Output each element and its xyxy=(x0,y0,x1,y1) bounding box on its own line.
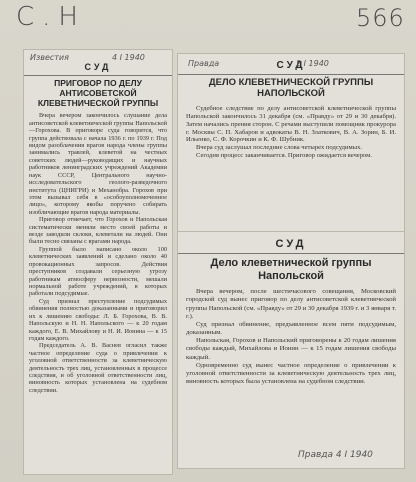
article-body xyxy=(178,288,404,386)
article-paragraph: Вчера суд заслушал последние слова четырех подсудимых. xyxy=(196,144,363,152)
handwritten-source-note: Известия xyxy=(30,53,69,62)
article-paragraph: Суд признал обвинение, предъявленное всем пяти подсудимым, доказанным. xyxy=(186,320,396,337)
handwritten-date-note: 4 I 1940 xyxy=(112,53,145,62)
article-paragraph: Одновременно суд вынес частное определение о привлечении к уголовной ответственности за клеветническую деятельность трех лиц, виновность которых была установлена на судебном следствии. xyxy=(186,361,396,386)
rubric-heading: СУД xyxy=(84,62,112,72)
divider xyxy=(178,253,404,254)
article-headline: ПРИГОВОР ПО ДЕЛУ АНТИСОВЕТСКОЙ КЛЕВЕТНИЧЕСКОЙ ГРУППЫ xyxy=(37,78,159,108)
handwritten-date-note: 2 I 1940 xyxy=(296,59,329,68)
clipping-right-top xyxy=(178,54,404,252)
article-body xyxy=(178,105,404,160)
rubric-heading: СУД xyxy=(275,238,307,250)
article-body xyxy=(24,112,172,394)
rubric-heading: СУД xyxy=(276,60,306,71)
article-paragraph: Приговор отмечает, что Горохов и Напольская систематически меняли место своей работы и везде заводили склоки, клеветали на людей. Они были тесно связаны с врагами народа. xyxy=(29,216,167,246)
article-headline: ДЕЛО КЛЕВЕТНИЧЕСКОЙ ГРУППЫ НАПОЛЬСКОЙ xyxy=(208,77,374,99)
clipping-right-bottom xyxy=(178,232,404,468)
article-paragraph: Сегодня процесс заканчивается. Приговор ожидается вечером. xyxy=(196,152,372,160)
article-headline: Дело клеветнической группы Напольской xyxy=(210,257,372,282)
article-paragraph: Вчера вечером закончилось слушание дела антисоветской клеветнической группы Напольской—Горохова. В приговоре суда говорится, что группа действовала с начала 1936 г. по 1939 г. Под видом разоблачения врагов народа члены группы занимались травлей, клеветой на честных советских людей—руководящих и научных работников ленинградских учреждений Академии наук СССР, Центрального научно-исследовательского геолого-разведочного института (ЦНИГРИ) и Механобра. Горохов при этом вызывал себя в «особоуполномоченное лицо», которому якобы поручено собирать изобличающие врагов народа материалы. xyxy=(29,112,167,216)
article-paragraph: Группой было написано около 100 клеветнических заявлений и сделано около 40 провокационных запросов. Действия преступников создавали серьезную угрозу работникам атмосферу нервозности, мешали нормальной работе учреждений, в которых работали подсудимые. xyxy=(29,245,167,298)
clipping-left xyxy=(24,50,172,474)
divider xyxy=(178,74,404,75)
article-paragraph: Судебное следствие по делу антисоветской клеветнической группы Напольской закончилось 31 декабря (см. «Правду» от 29 и 30 декабря). Затем начались прения сторон. С речами выступили помощник прокурора г. Москвы С. П. Хабаров и адвокаты В. Н. Златкович, В. А. Зорин, Б. И. Ильенко, С. Ф. Корочкин и К. Ф. Шубник. xyxy=(186,104,396,144)
article-paragraph: Председатель А. В. Васнев огласил также частное определение суда о привлечении к уголовной ответственности за клеветническую деятельность трех лиц, установленных в процессе следствия, и об уголовной ответственности лиц, виновность которых установлена на судебном следствии. xyxy=(29,342,167,394)
article-paragraph: Суд признал преступление подсудимых обвинения полностью доказанными и приговорил их к лишению свободы: Л. Б. Горохова, В. В. Напольскую и Н. Н. Напольского — к 20 годам каждого, Е. В. Михайлову и Н. И. Ионина — к 15 годам каждого. xyxy=(29,297,167,342)
divider xyxy=(24,75,172,76)
article-paragraph: Напольская, Горохов и Напольский приговорены к 20 годам лишения свободы каждый, Михайлова и Ионин — к 15 годам лишения свободы каждый. xyxy=(186,337,396,361)
handwritten-mark: С.Н xyxy=(16,2,86,32)
handwritten-signature-note: Правда 4 I 1940 xyxy=(298,450,373,460)
article-paragraph: Вчера вечером, после шестичасового совещания, Московский городской суд вынес приговор по делу антисоветской клеветнической группы Напольской (см. «Правду» от 29 и 30 декабря 1939 г. и 3 января т. г.). xyxy=(186,288,396,320)
handwritten-source-note: Правда xyxy=(188,59,220,68)
handwritten-page-number: 566 xyxy=(356,4,405,32)
